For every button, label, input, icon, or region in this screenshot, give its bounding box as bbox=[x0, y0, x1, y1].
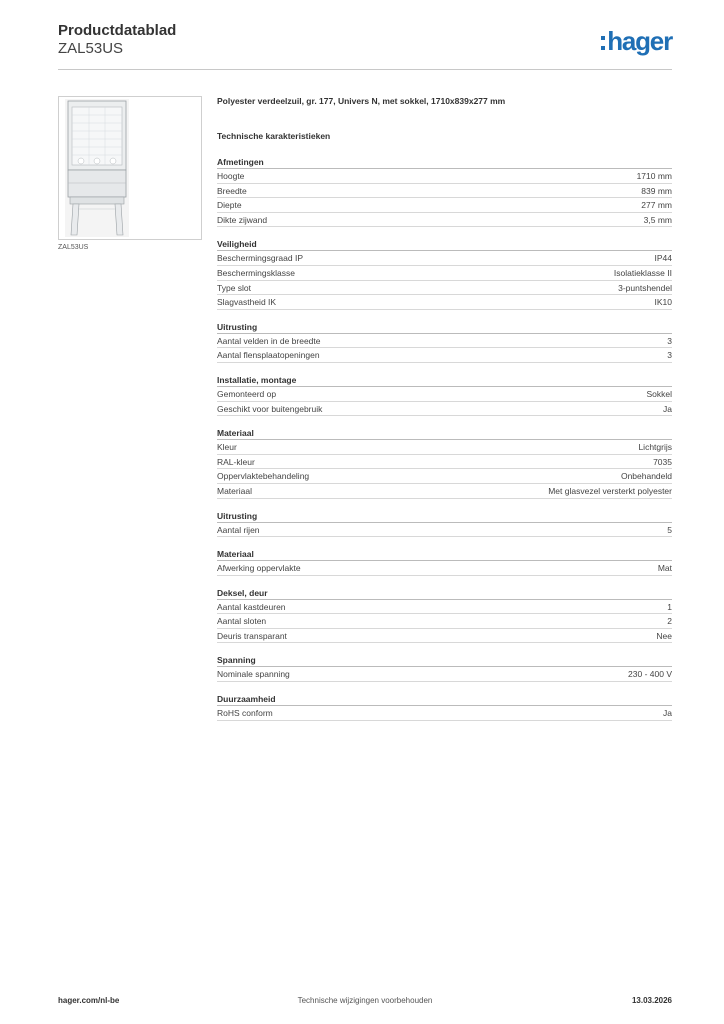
spec-row bbox=[217, 440, 672, 455]
product-code: ZAL53US bbox=[58, 40, 124, 57]
spec-row bbox=[217, 295, 672, 310]
spec-section bbox=[217, 320, 672, 363]
spec-label: Beschermingsgraad IP bbox=[217, 253, 303, 264]
spec-label: Hoogte bbox=[217, 171, 245, 181]
spec-label: Afwerking oppervlakte bbox=[217, 563, 301, 574]
spec-row bbox=[217, 402, 672, 417]
spec-sections bbox=[217, 155, 672, 721]
spec-section bbox=[217, 373, 672, 416]
spec-value: 839 mm bbox=[641, 185, 672, 196]
spec-row bbox=[217, 455, 672, 470]
spec-row bbox=[217, 251, 672, 266]
spec-value: Ja bbox=[663, 403, 672, 414]
spec-row bbox=[217, 281, 672, 296]
spec-row bbox=[217, 667, 672, 682]
spec-row bbox=[217, 629, 672, 644]
section-title: Materiaal bbox=[217, 547, 672, 561]
spec-value: Nee bbox=[656, 630, 672, 641]
spec-label: RoHS conform bbox=[217, 708, 273, 719]
spec-label: Slagvastheid IK bbox=[217, 297, 277, 308]
spec-section bbox=[217, 586, 672, 644]
hager-logo[interactable] bbox=[601, 28, 672, 54]
spec-value: 1 bbox=[667, 601, 672, 612]
spec-row bbox=[217, 169, 672, 184]
spec-value: IK10 bbox=[654, 297, 672, 308]
spec-value: 7035 bbox=[653, 456, 672, 467]
spec-label: RAL-kleur bbox=[217, 456, 255, 467]
spec-row bbox=[217, 348, 672, 363]
logo-dots-icon bbox=[601, 36, 605, 50]
spec-value: 2 bbox=[667, 616, 672, 627]
spec-row bbox=[217, 561, 672, 576]
spec-label: Dikte zijwand bbox=[217, 214, 268, 225]
spec-value: Isolatieklasse II bbox=[613, 267, 672, 278]
spec-label: Breedte bbox=[217, 185, 247, 196]
product-specifications bbox=[217, 96, 672, 721]
spec-section bbox=[217, 155, 672, 227]
spec-row bbox=[217, 387, 672, 402]
distribution-cabinet-illustration bbox=[59, 97, 201, 239]
spec-label: Aantal kastdeuren bbox=[217, 601, 286, 612]
spec-label: Deuris transparant bbox=[217, 630, 287, 641]
spec-value: Onbehandeld bbox=[620, 471, 672, 482]
spec-value: IP44 bbox=[654, 253, 672, 264]
product-image bbox=[58, 96, 202, 240]
spec-row bbox=[217, 334, 672, 349]
spec-value: Mat bbox=[657, 563, 672, 574]
spec-row bbox=[217, 184, 672, 199]
spec-label: Materiaal bbox=[217, 485, 252, 496]
image-caption: ZAL53US bbox=[58, 244, 89, 251]
page-title: Productdatablad bbox=[58, 22, 177, 39]
spec-value: Ja bbox=[663, 708, 672, 719]
spec-value: 3,5 mm bbox=[643, 214, 672, 225]
spec-row bbox=[217, 600, 672, 615]
spec-value: 5 bbox=[667, 524, 672, 535]
logo-text: hager bbox=[607, 26, 672, 56]
spec-value: 3 bbox=[667, 350, 672, 361]
spec-section bbox=[217, 237, 672, 309]
spec-section bbox=[217, 547, 672, 576]
spec-label: Kleur bbox=[217, 442, 237, 453]
spec-label: Beschermingsklasse bbox=[217, 267, 295, 278]
spec-section bbox=[217, 653, 672, 682]
spec-value: 230 - 400 V bbox=[628, 669, 672, 680]
spec-label: Aantal velden in de breedte bbox=[217, 335, 321, 346]
product-description: Polyester verdeelzuil, gr. 177, Univers N, met sokkel, 1710x839x277 mm bbox=[217, 96, 506, 106]
section-title: Deksel, deur bbox=[217, 586, 672, 600]
spec-value: 3-puntshendel bbox=[618, 282, 672, 293]
spec-row bbox=[217, 469, 672, 484]
spec-value: Sokkel bbox=[646, 388, 672, 399]
page-footer bbox=[58, 996, 672, 1010]
section-title: Uitrusting bbox=[217, 509, 672, 523]
section-title: Veiligheid bbox=[217, 237, 672, 251]
spec-value: 1710 mm bbox=[636, 171, 672, 181]
tech-characteristics-heading: Technische karakteristieken bbox=[217, 131, 331, 141]
section-title: Duurzaamheid bbox=[217, 692, 672, 706]
section-title: Materiaal bbox=[217, 426, 672, 440]
spec-row bbox=[217, 484, 672, 499]
spec-label: Nominale spanning bbox=[217, 669, 290, 680]
footer-url[interactable]: hager.com/nl-be bbox=[58, 996, 120, 1005]
spec-label: Gemonteerd op bbox=[217, 388, 277, 399]
spec-row bbox=[217, 266, 672, 281]
footer-date: 13.03.2026 bbox=[631, 996, 672, 1005]
section-title: Installatie, montage bbox=[217, 373, 672, 387]
spec-row bbox=[217, 198, 672, 213]
spec-value: 277 mm bbox=[641, 200, 672, 211]
section-title: Afmetingen bbox=[217, 155, 672, 169]
spec-label: Geschikt voor buitengebruik bbox=[217, 403, 323, 414]
spec-row bbox=[217, 614, 672, 629]
spec-label: Aantal rijen bbox=[217, 524, 260, 535]
spec-label: Aantal sloten bbox=[217, 616, 267, 627]
spec-value: 3 bbox=[667, 335, 672, 346]
spec-row bbox=[217, 706, 672, 721]
spec-label: Diepte bbox=[217, 200, 242, 211]
page-header bbox=[58, 20, 672, 70]
spec-section bbox=[217, 509, 672, 538]
spec-value: Met glasvezel versterkt polyester bbox=[548, 485, 672, 496]
section-title: Uitrusting bbox=[217, 320, 672, 334]
spec-label: Type slot bbox=[217, 282, 252, 293]
spec-row bbox=[217, 213, 672, 228]
spec-label: Oppervlaktebehandeling bbox=[217, 471, 310, 482]
spec-label: Aantal flensplaatopeningen bbox=[217, 350, 320, 361]
spec-section bbox=[217, 426, 672, 498]
spec-section bbox=[217, 692, 672, 721]
spec-row bbox=[217, 523, 672, 538]
footer-note: Technische wijzigingen voorbehouden bbox=[297, 996, 433, 1005]
section-title: Spanning bbox=[217, 653, 672, 667]
spec-value: Lichtgrijs bbox=[638, 442, 672, 453]
